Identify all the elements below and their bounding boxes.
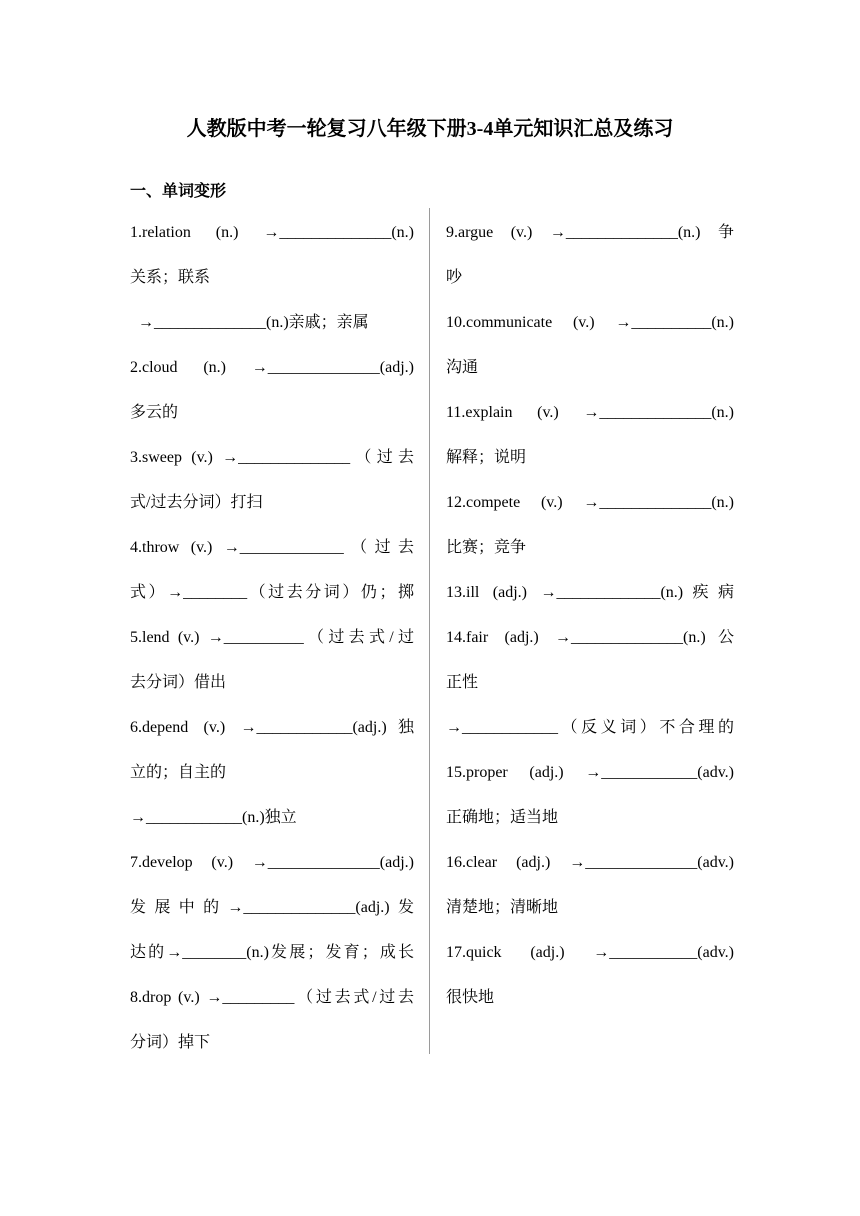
exercise-line: →____________(n.)独立	[130, 809, 297, 826]
exercise-line: 12.compete (v.) →______________(n.)	[446, 494, 734, 511]
exercise-line: 5.lend (v.) →__________（过去式/过	[130, 629, 414, 646]
exercise-line: 16.clear (adj.) →______________(adv.)	[446, 854, 734, 871]
exercise-line: 正确地；适当地	[446, 809, 559, 826]
exercise-line: 很快地	[446, 989, 495, 1006]
exercise-line: 关系；联系	[130, 269, 211, 286]
exercise-line: 式）→________（过去分词）仍；掷	[130, 584, 414, 601]
exercise-line: 2.cloud (n.) →______________(adj.)	[130, 359, 414, 376]
exercise-line: 8.drop (v.) →_________（过去式/过去	[130, 989, 414, 1006]
exercise-line: 沟通	[446, 359, 479, 376]
page-title: 人教版中考一轮复习八年级下册3-4单元知识汇总及练习	[186, 118, 674, 140]
exercise-line: →____________（反义词）不合理的	[446, 719, 734, 736]
exercise-line: 6.depend (v.) →____________(adj.)独	[130, 719, 414, 736]
exercise-line: 1.relation (n.) →______________(n.)	[130, 224, 414, 241]
exercise-line: 11.explain (v.) →______________(n.)	[446, 404, 734, 421]
exercise-line: 发展中的→______________(adj.)发	[130, 899, 414, 916]
exercise-line: 清楚地；清晰地	[446, 899, 559, 916]
right-column	[446, 210, 734, 1020]
exercise-line: 多云的	[130, 404, 179, 421]
exercise-line: 7.develop (v.) →______________(adj.)	[130, 854, 414, 871]
exercise-line: 4.throw (v.) →_____________（过去	[130, 539, 414, 556]
exercise-line: 17.quick (adj.) →___________(adv.)	[446, 944, 734, 961]
exercise-line: 13.ill (adj.) →_____________(n.)疾病	[446, 584, 734, 601]
exercise-line: 10.communicate (v.) →__________(n.)	[446, 314, 734, 331]
exercise-line: 达的→________(n.)发展；发育；成长	[130, 944, 414, 961]
left-column	[130, 210, 414, 1065]
exercise-line: 式/过去分词）打扫	[130, 494, 263, 511]
section-heading: 一、单词变形	[130, 183, 227, 200]
exercise-line: 分词）掉下	[130, 1034, 211, 1051]
exercise-line: 9.argue (v.) →______________(n.) 争	[446, 224, 734, 241]
exercise-line: →______________(n.)亲戚；亲属	[138, 314, 369, 331]
exercise-line: 3.sweep (v.) →______________（过去	[130, 449, 414, 466]
exercise-line: 去分词）借出	[130, 674, 227, 691]
exercise-line: 正性	[446, 674, 479, 691]
exercise-line: 吵	[446, 269, 463, 286]
exercise-line: 比赛；竞争	[446, 539, 527, 556]
exercise-line: 解释；说明	[446, 449, 527, 466]
column-divider	[429, 208, 430, 1054]
exercise-line: 立的；自主的	[130, 764, 227, 781]
exercise-line: 15.proper (adj.) →____________(adv.)	[446, 764, 734, 781]
exercise-line: 14.fair (adj.) →______________(n.)公	[446, 629, 734, 646]
